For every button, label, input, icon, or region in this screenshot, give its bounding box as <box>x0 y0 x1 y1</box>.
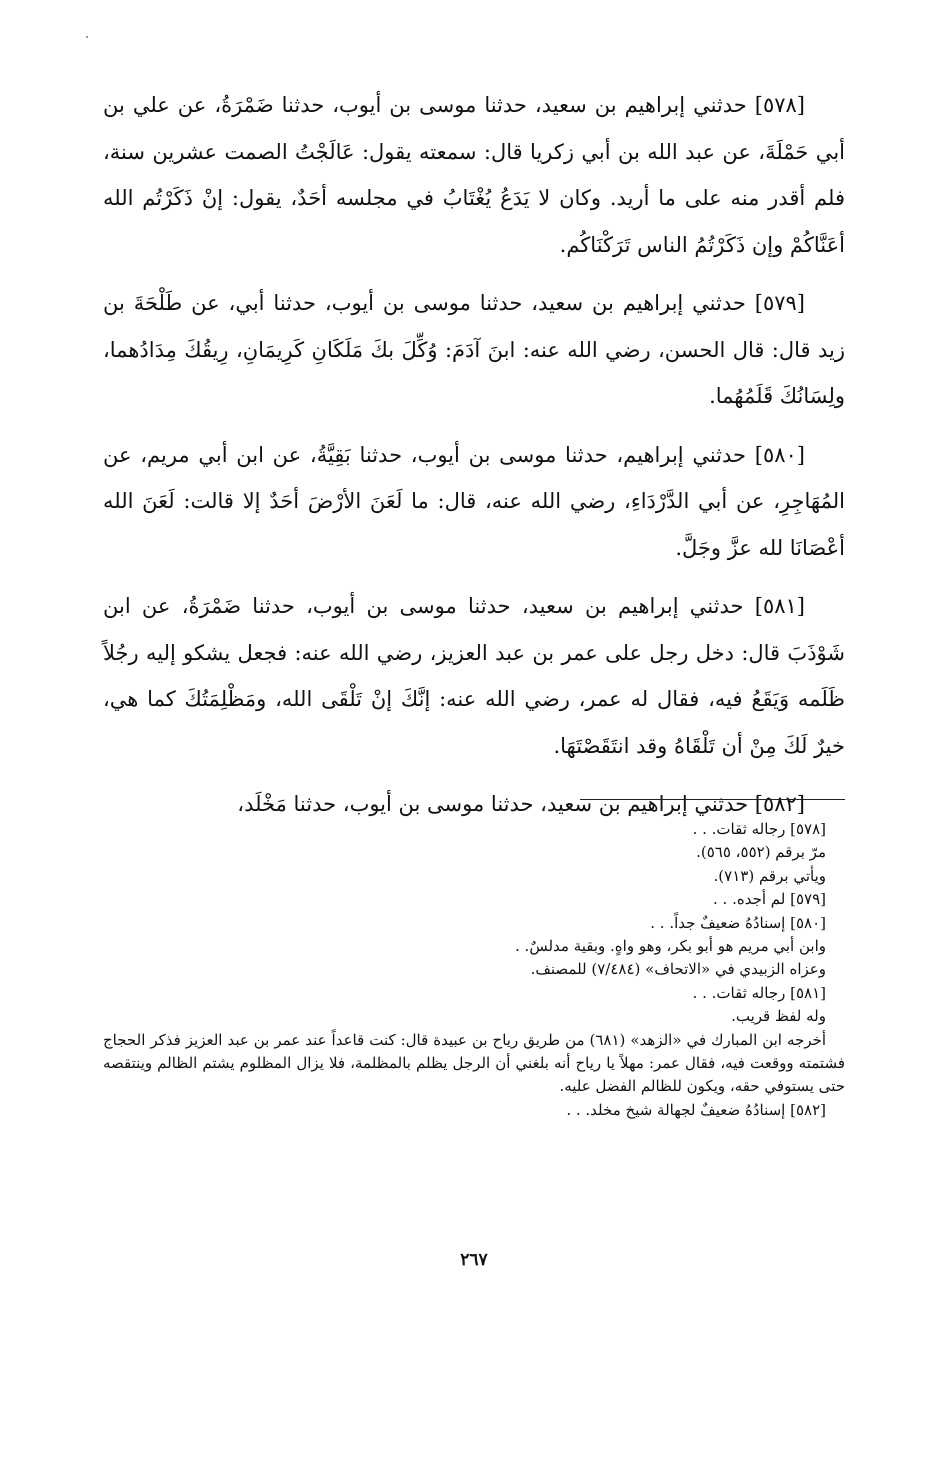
footnote-paragraph: أخرجه ابن المبارك في «الزهد» (٦٨١) من طريق رياح بن عبيدة قال: كنت قاعداً عند عمر بن عبد العزيز فذكر الحجاج فشتمته ووقعت فيه، فقال عمر: مهلاً يا رياح أنه بلغني أن الرجل يظلم بالمظلمة، فلا يزال المظلوم يشتم الظالم وينتقصه حتى يستوفي حقه، ويكون للظالم الفضل عليه. <box>103 1030 845 1096</box>
footnote-line: [٥٧٩] لم أجده. . . <box>713 890 826 909</box>
hadith-582: [٥٨٢] حدثني إبراهيم بن سعيد، حدثنا موسى بن أيوب، حدثنا مَخْلَد، <box>237 792 805 816</box>
page-number: ٢٦٧ <box>460 1250 488 1270</box>
footnote-line: [٥٨١] رجاله ثقات. . . <box>692 983 826 1002</box>
hadith-578: [٥٧٨] حدثني إبراهيم بن سعيد، حدثنا موسى بن أيوب، حدثنا ضَمْرَةُ، عن علي بن أبي حَمْلَةَ، عن عبد الله بن أبي زكريا قال: سمعته يقول: عَالَجْتُ الصمت عشرين سنة، فلم أقدر منه على ما أريد. وكان لا يَدَعُ يُغْتَابُ في مجلسه أحَدٌ، يقول: إنْ ذَكَرْتُم الله أعَنَّاكُمْ وإن ذَكَرْتُمُ الناس تَرَكْنَاكُم. <box>103 93 845 257</box>
footnote-line: وعزاه الزبيدي في «الاتحاف» (٧/٤٨٤) للمصنف. <box>530 960 826 979</box>
footnote-line: وله لفظ قريب. <box>731 1007 826 1026</box>
main-text <box>103 82 845 840</box>
footnote-line: [٥٨٢] إسنادُهُ ضعيفٌ لجهالة شيخ مخلد. . . <box>566 1100 826 1119</box>
hadith-579: [٥٧٩] حدثني إبراهيم بن سعيد، حدثنا موسى بن أيوب، حدثنا أبي، عن طَلْحَةَ بن زيد قال: قال الحسن، رضي الله عنه: ابنَ آدَمَ: وُكِّلَ بكَ مَلَكَانِ كَرِيمَانِ، رِيقُكَ مِدَادُهما، ولِسَانُكَ قَلَمُهُما. <box>103 291 845 408</box>
footnote-line: وابن أبي مريم هو أبو بكر، وهو واهٍ. وبقية مدلسٌ. . <box>515 937 826 956</box>
footnote-divider <box>580 799 845 800</box>
footnotes <box>103 818 845 1122</box>
hadith-580: [٥٨٠] حدثني إبراهيم، حدثنا موسى بن أيوب، حدثنا بَقِيَّةُ، عن ابن أبي مريم، عن المُهَاجِرِ، عن أبي الدَّرْدَاءِ، رضي الله عنه، قال: ما لَعَنَ الأرْضَ أحَدٌ إلا قالت: لَعَنَ الله أعْصَانَا لله عزَّ وجَلَّ. <box>103 442 845 560</box>
footnote-line: [٥٨٠] إسنادُهُ ضعيفٌ جداً. . . <box>650 913 826 932</box>
hadith-581: [٥٨١] حدثني إبراهيم بن سعيد، حدثنا موسى بن أيوب، حدثنا ضَمْرَةُ، عن ابن شَوْذَبَ قال: دخل رجل على عمر بن عبد العزيز، رضي الله عنه: فجعل يشكو إليه رجُلاً ظَلَمه وَيَقَعُ فيه، فقال له عمر، رضي الله عنه: إنَّكَ إنْ تَلْقَى الله، ومَظْلِمَتُكَ كما هي، خيرٌ لَكَ مِنْ أن تَلْقَاهُ وقد انتَقَصْتَهَا. <box>103 594 845 758</box>
footnote-line: [٥٧٨] رجاله ثقات. . . <box>692 820 826 838</box>
footnote-line: ويأتي برقم (٧١٣). <box>713 866 826 885</box>
scan-speck <box>86 36 88 38</box>
footnote-line: مرّ برقم (٥٥٢، ٥٦٥). <box>696 843 826 862</box>
